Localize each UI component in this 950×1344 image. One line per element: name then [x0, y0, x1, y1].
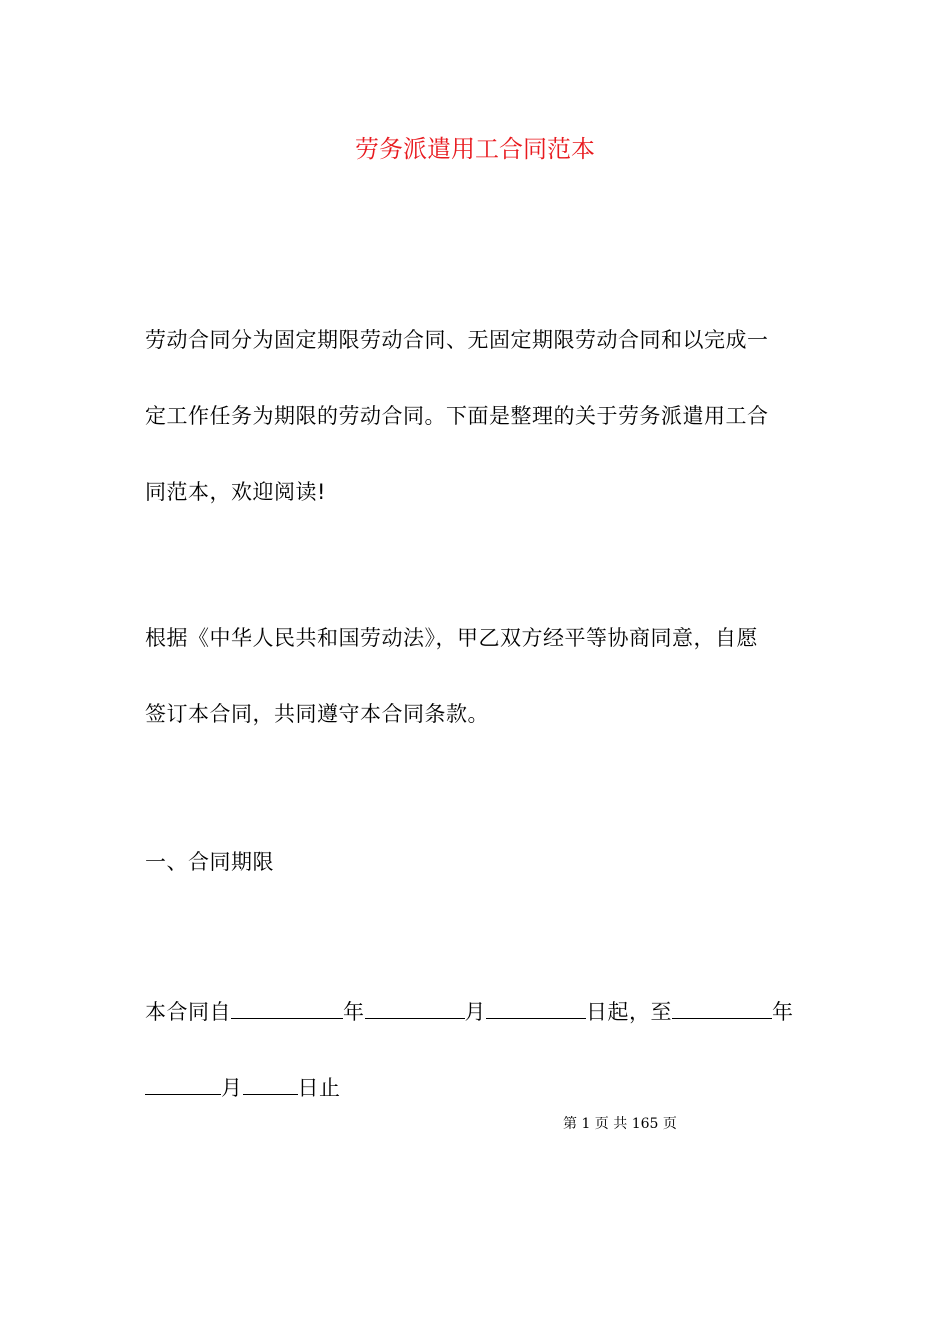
end-year-blank[interactable]: [672, 998, 772, 1019]
term-month-label: 月: [464, 1000, 486, 1024]
intro-line-3: 同范本，欢迎阅读!: [145, 480, 326, 504]
basis-paragraph: [145, 600, 810, 752]
basis-line-1: 根据《中华人民共和国劳动法》，甲乙双方经平等协商同意，自愿: [145, 626, 758, 650]
start-day-blank[interactable]: [486, 998, 586, 1019]
document-title: 劳务派遣用工合同范本: [355, 135, 595, 163]
page-footer: 第 1 页 共 165 页: [563, 1116, 677, 1132]
term-day2-label: 日止: [297, 1076, 341, 1100]
intro-line-1: 劳动合同分为固定期限劳动合同、无固定期限劳动合同和以完成一: [145, 328, 769, 352]
term-line-1: [145, 974, 810, 1050]
start-month-blank[interactable]: [365, 998, 465, 1019]
term-month2-label: 月: [221, 1076, 243, 1100]
end-month-blank[interactable]: [145, 1074, 221, 1095]
basis-line-2: 签订本合同，共同遵守本合同条款。: [145, 702, 489, 726]
intro-paragraph: [145, 302, 810, 530]
term-paragraph: [145, 974, 810, 1126]
term-year2-label: 年: [772, 1000, 794, 1024]
term-year-label: 年: [343, 1000, 365, 1024]
section-heading: [145, 824, 810, 900]
term-day-label: 日起，至: [586, 1000, 672, 1024]
term-prefix: 本合同自: [145, 1000, 231, 1024]
start-year-blank[interactable]: [231, 998, 343, 1019]
section-1-heading: 一、合同期限: [145, 850, 274, 874]
intro-line-2: 定工作任务为期限的劳动合同。下面是整理的关于劳务派遣用工合: [145, 404, 769, 428]
end-day-blank[interactable]: [243, 1074, 298, 1095]
